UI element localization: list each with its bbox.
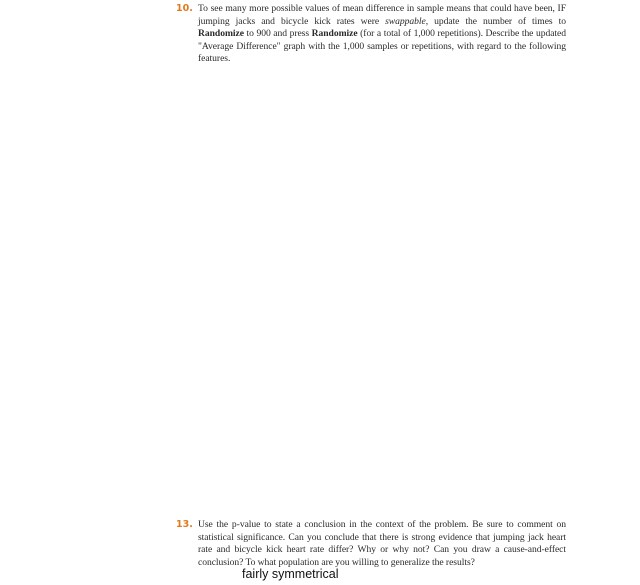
question-10-text-part-3: to 900 and press [243, 28, 312, 39]
question-10-text [198, 3, 566, 66]
question-10-text-part-2: , update the number of times to [425, 15, 567, 27]
question-10-bold-randomize-2: Randomize [311, 28, 358, 39]
question-10-text-part-1: To see many more possible values of mean difference in sample means that could have been, IF jumping jacks and bicycle kick rates were [198, 3, 566, 27]
answer-text: fairly symmetrical [242, 567, 339, 581]
question-13-number: 13. [176, 519, 193, 530]
question-10-bold-randomize-1: Randomize [198, 28, 244, 39]
question-10-number: 10. [176, 3, 193, 14]
question-13-text: Use the p-value to state a conclusion in the context of the problem. Be sure to comment on statistical significance. Can you conclude that there is strong evidence that jumping jack heart rate and bicycle kick heart rate differ? Why or why not? Can you draw a cause-and-effect conclusion? To what population are you willing to generalize the results? [198, 519, 566, 568]
question-10-text-part-4: (for a total of 1,000 repetitions). Describe the updated "Average Difference" graph with the 1,000 samples or repetitions, with regard to the following features. [198, 28, 567, 64]
question-10-emphasis-swappable: swappable [385, 15, 426, 27]
